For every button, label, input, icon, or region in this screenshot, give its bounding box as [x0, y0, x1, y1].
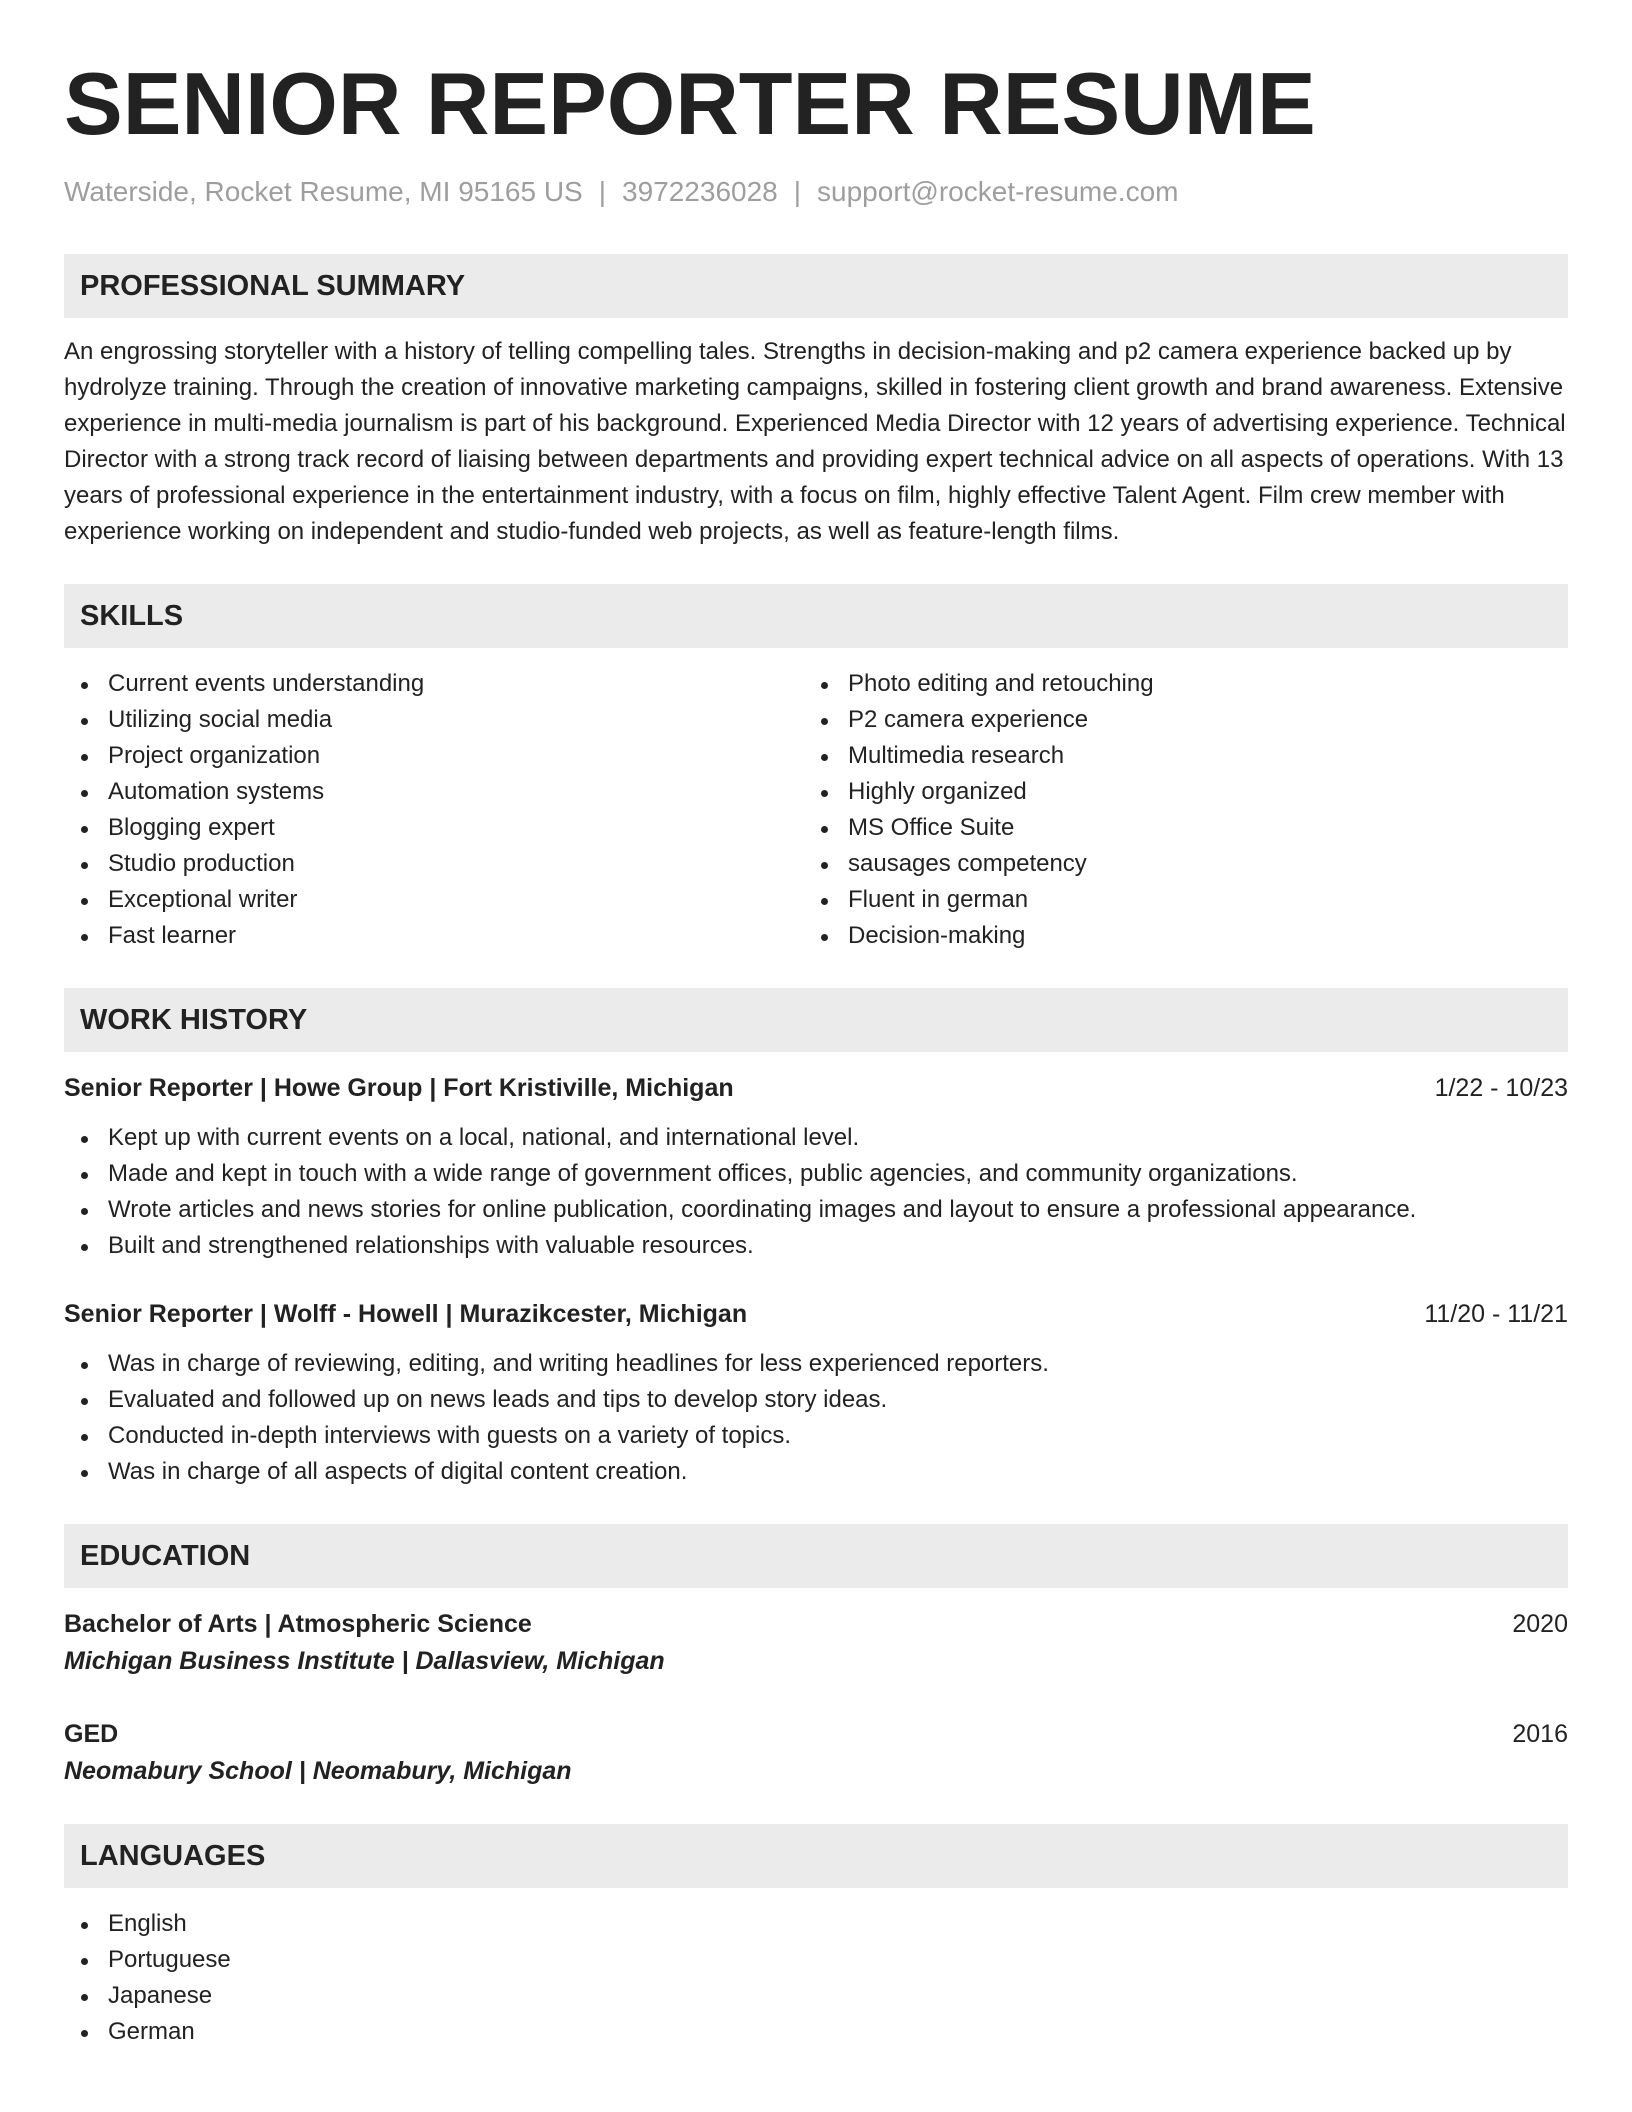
job-bullet: Was in charge of all aspects of digital content creation.	[64, 1454, 1568, 1490]
language-item: Japanese	[64, 1978, 1568, 2014]
section-header-work-history: WORK HISTORY	[64, 988, 1568, 1052]
contact-separator: |	[793, 176, 802, 207]
skill-item: Multimedia research	[804, 738, 1544, 774]
education-header	[64, 1716, 1568, 1752]
languages-list	[64, 1906, 1568, 2050]
skill-item: Photo editing and retouching	[804, 666, 1544, 702]
skills-column-right	[804, 666, 1544, 954]
skill-item: Decision-making	[804, 918, 1544, 954]
skills-columns	[64, 666, 1568, 954]
contact-email: support@rocket-resume.com	[817, 176, 1179, 207]
resume-title: SENIOR REPORTER RESUME	[64, 54, 1316, 153]
job-bullet: Made and kept in touch with a wide range of government offices, public agencies, and community organizations.	[64, 1156, 1568, 1192]
job-title: Senior Reporter | Wolff - Howell | Murazikcester, Michigan	[64, 1300, 748, 1328]
language-item: German	[64, 2014, 1568, 2050]
skill-item: Utilizing social media	[64, 702, 804, 738]
job-header	[64, 1296, 1568, 1332]
education-degree: Bachelor of Arts | Atmospheric Science	[64, 1610, 532, 1638]
education-entry	[64, 1606, 1568, 1680]
job-dates: 1/22 - 10/23	[1434, 1074, 1568, 1102]
skill-item: Highly organized	[804, 774, 1544, 810]
skill-item: P2 camera experience	[804, 702, 1544, 738]
job-bullet: Conducted in-depth interviews with guests on a variety of topics.	[64, 1418, 1568, 1454]
contact-line	[64, 174, 1568, 210]
education-year: 2020	[1512, 1610, 1568, 1638]
education-header	[64, 1606, 1568, 1642]
education-school: Michigan Business Institute | Dallasview, Michigan	[64, 1647, 665, 1675]
skill-item: sausages competency	[804, 846, 1544, 882]
education-school: Neomabury School | Neomabury, Michigan	[64, 1757, 572, 1785]
contact-address: Waterside, Rocket Resume, MI 95165 US	[64, 176, 583, 207]
language-item: Portuguese	[64, 1942, 1568, 1978]
job-title: Senior Reporter | Howe Group | Fort Kristiville, Michigan	[64, 1074, 734, 1102]
skill-item: MS Office Suite	[804, 810, 1544, 846]
education-degree: GED	[64, 1720, 119, 1748]
section-header-skills: SKILLS	[64, 584, 1568, 648]
education-year: 2016	[1512, 1720, 1568, 1748]
skills-column-left	[64, 666, 804, 954]
contact-phone: 3972236028	[622, 176, 778, 207]
skill-item: Blogging expert	[64, 810, 804, 846]
contact-separator: |	[598, 176, 607, 207]
job-entry	[64, 1296, 1568, 1490]
job-bullet: Wrote articles and news stories for online publication, coordinating images and layout to ensure a professional appearance.	[64, 1192, 1568, 1228]
education-entry	[64, 1716, 1568, 1790]
job-bullet: Built and strengthened relationships with valuable resources.	[64, 1228, 1568, 1264]
skill-item: Studio production	[64, 846, 804, 882]
section-header-education: EDUCATION	[64, 1524, 1568, 1588]
skill-item: Exceptional writer	[64, 882, 804, 918]
job-header	[64, 1070, 1568, 1106]
skill-item: Fluent in german	[804, 882, 1544, 918]
section-header-summary: PROFESSIONAL SUMMARY	[64, 254, 1568, 318]
skill-item: Current events understanding	[64, 666, 804, 702]
skill-item: Automation systems	[64, 774, 804, 810]
section-header-languages: LANGUAGES	[64, 1824, 1568, 1888]
job-bullet: Evaluated and followed up on news leads and tips to develop story ideas.	[64, 1382, 1568, 1418]
skill-item: Fast learner	[64, 918, 804, 954]
job-bullet: Was in charge of reviewing, editing, and writing headlines for less experienced reporters.	[64, 1346, 1568, 1382]
job-dates: 11/20 - 11/21	[1424, 1300, 1568, 1328]
job-entry	[64, 1070, 1568, 1264]
job-bullet: Kept up with current events on a local, national, and international level.	[64, 1120, 1568, 1156]
skill-item: Project organization	[64, 738, 804, 774]
summary-text: An engrossing storyteller with a history of telling compelling tales. Strengths in decision-making and p2 camera experience backed up by hydrolyze training. Through the creation of innovative marketing campaigns, skilled in fostering client growth and brand awareness. Extensive experience in multi-media journalism is part of his background. Experienced Media Director with 12 years of advertising experience. Technical Director with a strong track record of liaising between departments and providing expert technical advice on all aspects of operations. With 13 years of professional experience in the entertainment industry, with a focus on film, highly effective Talent Agent. Film crew member with experience working on independent and studio-funded web projects, as well as feature-length films.	[64, 338, 1566, 545]
language-item: English	[64, 1906, 1568, 1942]
